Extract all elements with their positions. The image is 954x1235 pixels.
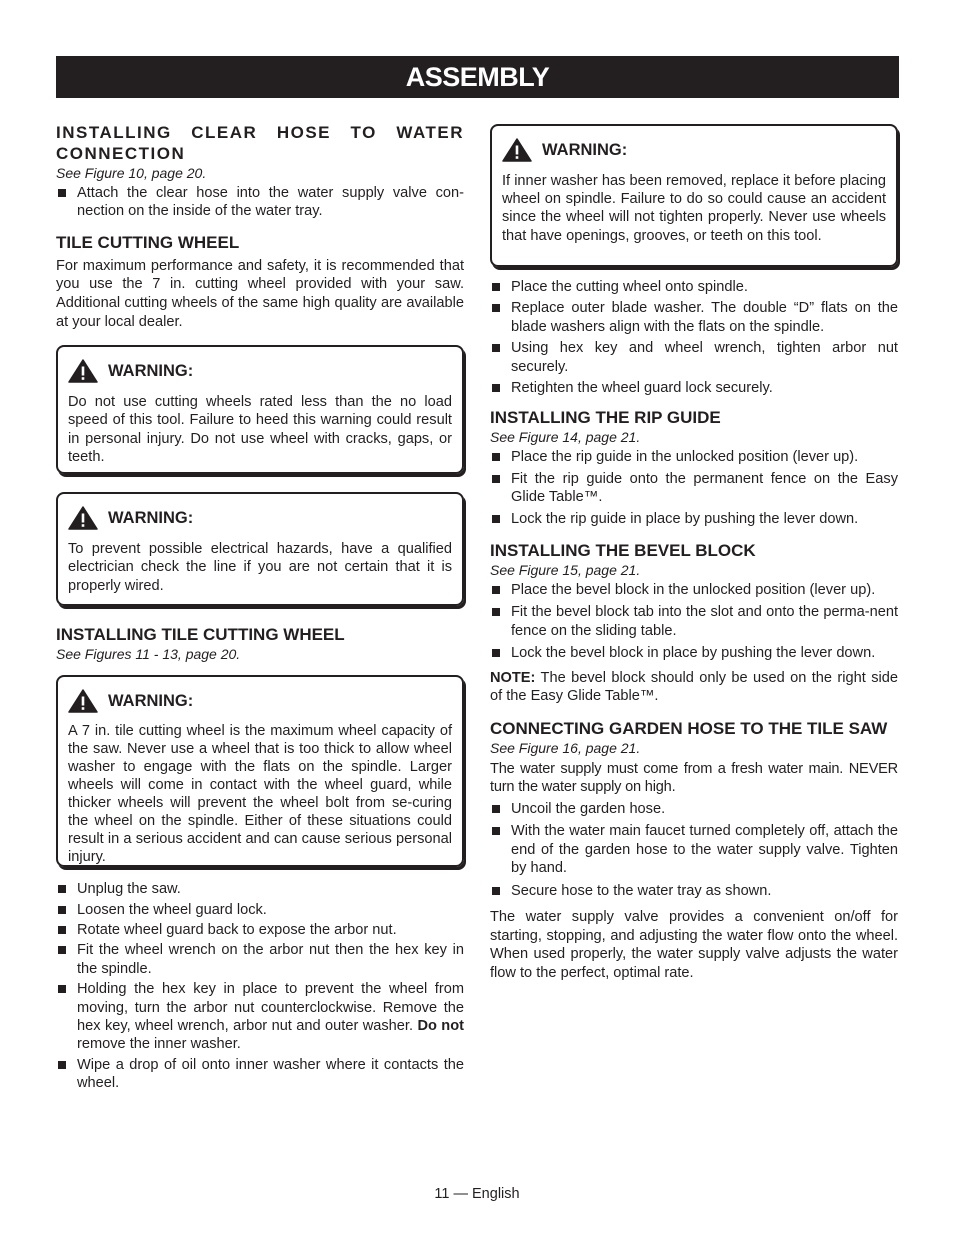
list-item: Place the cutting wheel onto spindle. [490, 278, 898, 296]
list-item: Replace outer blade washer. The double “D” flats on the blade washers align with the flats on the spindle. [490, 299, 898, 336]
list-item: Wipe a drop of oil onto inner washer where it contacts the wheel. [56, 1056, 464, 1093]
figure-reference: See Figure 15, page 21. [490, 562, 641, 579]
section-heading-garden-hose: CONNECTING GARDEN HOSE TO THE TILE SAW [490, 718, 888, 738]
left-column [56, 122, 464, 1093]
warning-header [68, 506, 452, 530]
list-item: Place the rip guide in the unlocked position (lever up). [490, 448, 898, 466]
bullet-list [56, 184, 464, 221]
warning-header [502, 138, 886, 162]
list-item: Uncoil the garden hose. [490, 800, 898, 818]
list-item [56, 980, 464, 1054]
warning-text: If inner washer has been removed, replace it before placing wheel on spindle. Failure to do so could cause an accident since the wheel will not tighten properly. Never use wheels that have openings, grooves, or teeth on this tool. [502, 173, 886, 244]
warning-text: To prevent possible electrical hazards, have a qualified electrician check the line if you are not certain that it is properly wired. [68, 541, 452, 594]
bullet-list [490, 800, 898, 900]
warning-box [56, 345, 464, 474]
warning-box [56, 492, 464, 606]
list-item: Attach the clear hose into the water supply valve con-nection on the inside of the water tray. [56, 184, 464, 221]
paragraph: The water supply must come from a fresh water main. NEVER turn the water supply on high. [490, 760, 898, 796]
emphasis-text: Do not [417, 1018, 464, 1035]
note-paragraph [490, 669, 898, 706]
list-item: Fit the wheel wrench on the arbor nut then the hex key in the spindle. [56, 941, 464, 978]
figure-reference: See Figure 16, page 21. [490, 739, 641, 756]
figure-reference: See Figures 11 - 13, page 20. [56, 646, 241, 663]
list-item: Secure hose to the water tray as shown. [490, 882, 898, 900]
figure-reference: See Figure 14, page 21. [490, 429, 641, 446]
list-item: Retighten the wheel guard lock securely. [490, 379, 898, 397]
list-item: Unplug the saw. [56, 880, 464, 898]
list-item: Using hex key and wheel wrench, tighten arbor nut securely. [490, 339, 898, 376]
right-column [490, 124, 898, 982]
figure-reference: See Figure 10, page 20. [56, 165, 207, 181]
bullet-list [490, 448, 898, 528]
list-item: Lock the bevel block in place by pushing the lever down. [490, 644, 898, 662]
step-text-tail: remove the inner washer. [77, 1036, 241, 1053]
warning-header [68, 689, 452, 713]
section-heading-rip-guide: INSTALLING THE RIP GUIDE [490, 408, 721, 428]
warning-triangle-icon [68, 689, 98, 713]
warning-text: A 7 in. tile cutting wheel is the maximum wheel capacity of the saw. Never use a wheel that is too thick to allow wheel washer to engage with the flats on the spindle. Larger wheels will come in contact with the wheel guard, while thicker wheels will prevent the wheel bolt from se-curing the wheel on the spindle. Either of these situations could result in a serious accident and can cause serious personal injury. [68, 723, 452, 865]
bullet-list [490, 581, 898, 663]
section-heading-tile-cutting-wheel: TILE CUTTING WHEEL [56, 232, 240, 252]
section-heading-installing-tile-cutting-wheel: INSTALLING TILE CUTTING WHEEL [56, 625, 345, 645]
bullet-list [490, 278, 898, 397]
warning-label: WARNING: [108, 361, 194, 380]
list-item: With the water main faucet turned completely off, attach the end of the garden hose to the water supply valve. Tighten by hand. [490, 822, 898, 877]
list-item: Loosen the wheel guard lock. [56, 901, 464, 919]
list-item: Fit the rip guide onto the permanent fence on the Easy Glide Table™. [490, 470, 898, 507]
list-item: Rotate wheel guard back to expose the arbor nut. [56, 921, 464, 939]
note-text: The bevel block should only be used on the right side of the Easy Glide Table™. [490, 669, 898, 705]
warning-label: WARNING: [108, 508, 194, 527]
note-label: NOTE: [490, 669, 536, 686]
list-item: Place the bevel block in the unlocked position (lever up). [490, 581, 898, 599]
warning-header [68, 359, 452, 383]
warning-text: Do not use cutting wheels rated less than the no load speed of this tool. Failure to heed this warning could result in personal injury. Do not use wheel with cracks, gaps, or teeth. [68, 394, 452, 465]
warning-triangle-icon [502, 138, 532, 162]
warning-box [490, 124, 898, 267]
list-item: Lock the rip guide in place by pushing the lever down. [490, 510, 898, 528]
section-heading-clear-hose: INSTALLING CLEAR HOSE TO WATER CONNECTION [56, 123, 464, 163]
warning-box [56, 675, 464, 867]
bullet-list [56, 880, 464, 1092]
page-title-banner [56, 56, 899, 98]
paragraph: For maximum performance and safety, it is recommended that you use the 7 in. cutting wheel provided with your saw. Additional cutting wheels of the same high quality are available at your local dealer. [56, 257, 464, 330]
warning-triangle-icon [68, 359, 98, 383]
paragraph: The water supply valve provides a convenient on/off for starting, stopping, and adjusting the water flow onto the wheel. When used properly, the water supply valve adjusts the water flow to the perfect, optimal rate. [490, 909, 898, 981]
warning-label: WARNING: [542, 140, 628, 159]
warning-triangle-icon [68, 506, 98, 530]
warning-label: WARNING: [108, 691, 194, 710]
page-title: ASSEMBLY [405, 61, 550, 92]
section-heading-bevel-block: INSTALLING THE BEVEL BLOCK [490, 541, 756, 561]
page-footer: 11 — English [434, 1186, 520, 1202]
step-text: Holding the hex key in place to prevent the wheel from moving, turn the arbor nut counterclockwise. Remove the hex key, wheel wrench, arbor nut and outer washer. [77, 981, 464, 1035]
list-item: Fit the bevel block tab into the slot and onto the perma-nent fence on the sliding table. [490, 603, 898, 640]
